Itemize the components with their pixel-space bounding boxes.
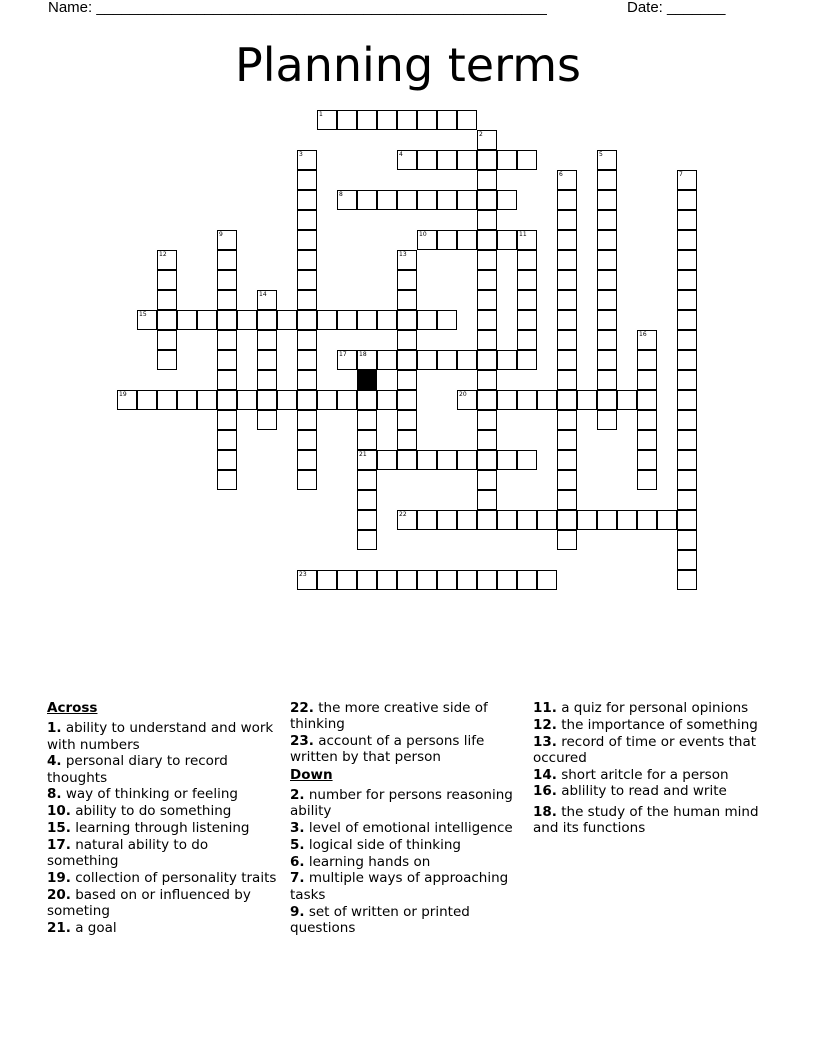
grid-cell[interactable] (217, 250, 237, 270)
grid-cell[interactable] (337, 110, 357, 130)
grid-cell[interactable] (597, 270, 617, 290)
grid-cell[interactable] (297, 170, 317, 190)
grid-cell[interactable] (297, 570, 317, 590)
grid-cell[interactable] (597, 190, 617, 210)
clue-down-16: 16. ablility to read and write (533, 783, 727, 800)
grid-cell[interactable] (597, 150, 617, 170)
grid-cell[interactable] (397, 290, 417, 310)
grid-cell[interactable] (637, 390, 657, 410)
grid-cell[interactable] (557, 230, 577, 250)
grid-cell[interactable] (377, 390, 397, 410)
grid-cell[interactable] (677, 530, 697, 550)
grid-cell[interactable] (517, 310, 537, 330)
grid-cell[interactable] (297, 390, 317, 410)
clue-down-6: 6. learning hands on (290, 853, 431, 870)
grid-cell[interactable] (677, 190, 697, 210)
grid-cell[interactable] (677, 370, 697, 390)
grid-cell[interactable] (217, 410, 237, 430)
grid-cell[interactable] (677, 210, 697, 230)
grid-cell[interactable] (357, 570, 377, 590)
grid-cell[interactable] (677, 410, 697, 430)
grid-cell[interactable] (457, 230, 477, 250)
grid-cell[interactable] (577, 510, 597, 530)
grid-cell[interactable] (497, 350, 517, 370)
grid-cell[interactable] (677, 290, 697, 310)
grid-cell[interactable] (337, 310, 357, 330)
grid-cell[interactable] (517, 250, 537, 270)
grid-cell[interactable] (477, 310, 497, 330)
clue-down-12: 12. the importance of something (533, 716, 758, 733)
clue-across-21: 21. a goal (47, 919, 117, 936)
grid-cell[interactable] (397, 370, 417, 390)
grid-cell[interactable] (157, 350, 177, 370)
grid-cell[interactable] (517, 510, 537, 530)
clue-number: 17 (339, 351, 347, 358)
grid-cell[interactable] (517, 330, 537, 350)
grid-cell[interactable] (417, 310, 437, 330)
grid-cell[interactable] (557, 450, 577, 470)
grid-cell[interactable] (137, 310, 157, 330)
grid-cell[interactable] (217, 310, 237, 330)
grid-cell[interactable] (437, 110, 457, 130)
grid-cell[interactable] (477, 450, 497, 470)
clue-number: 14 (259, 291, 267, 298)
grid-cell[interactable] (457, 150, 477, 170)
black-cell (357, 370, 377, 390)
grid-cell[interactable] (677, 230, 697, 250)
grid-cell[interactable] (597, 310, 617, 330)
grid-cell[interactable] (677, 570, 697, 590)
grid-cell[interactable] (157, 390, 177, 410)
clue-number: 4 (399, 151, 403, 158)
grid-cell[interactable] (497, 190, 517, 210)
grid-cell[interactable] (217, 290, 237, 310)
grid-cell[interactable] (597, 510, 617, 530)
grid-cell[interactable] (557, 270, 577, 290)
clue-down-13: 13. record of time or events that occured (533, 733, 757, 766)
grid-cell[interactable] (477, 330, 497, 350)
grid-cell[interactable] (357, 470, 377, 490)
grid-cell[interactable] (477, 350, 497, 370)
grid-cell[interactable] (157, 250, 177, 270)
grid-cell[interactable] (557, 210, 577, 230)
clue-column-3 (533, 700, 765, 837)
grid-cell[interactable] (297, 210, 317, 230)
grid-cell[interactable] (157, 270, 177, 290)
grid-cell[interactable] (297, 230, 317, 250)
grid-cell[interactable] (597, 170, 617, 190)
grid-cell[interactable] (197, 390, 217, 410)
clue-number: 13 (399, 251, 407, 258)
clue-across-22: 22. the more creative side of thinking (290, 700, 488, 733)
clue-number: 21 (359, 451, 367, 458)
grid-cell[interactable] (477, 150, 497, 170)
grid-cell[interactable] (597, 230, 617, 250)
grid-cell[interactable] (237, 390, 257, 410)
grid-cell[interactable] (417, 450, 437, 470)
grid-cell[interactable] (357, 490, 377, 510)
clue-number: 11 (519, 231, 527, 238)
clue-number: 8 (339, 191, 343, 198)
grid-cell[interactable] (477, 190, 497, 210)
grid-cell[interactable] (637, 370, 657, 390)
grid-cell[interactable] (217, 470, 237, 490)
clue-number: 10 (419, 231, 427, 238)
grid-cell[interactable] (397, 330, 417, 350)
grid-cell[interactable] (677, 270, 697, 290)
grid-cell[interactable] (517, 230, 537, 250)
clue-across-10: 10. ability to do something (47, 803, 232, 820)
grid-cell[interactable] (357, 410, 377, 430)
name-field-label: Name: ______________________________________________________ (48, 0, 547, 16)
grid-cell[interactable] (217, 390, 237, 410)
across-heading: Across (47, 700, 98, 716)
grid-cell[interactable] (117, 390, 137, 410)
grid-cell[interactable] (257, 370, 277, 390)
grid-cell[interactable] (537, 570, 557, 590)
grid-cell[interactable] (677, 170, 697, 190)
grid-cell[interactable] (457, 350, 477, 370)
grid-cell[interactable] (417, 570, 437, 590)
grid-cell[interactable] (497, 390, 517, 410)
clue-across-4: 4. personal diary to record thoughts (47, 753, 228, 786)
grid-cell[interactable] (377, 570, 397, 590)
grid-cell[interactable] (637, 450, 657, 470)
grid-cell[interactable] (357, 310, 377, 330)
clue-number: 12 (159, 251, 167, 258)
grid-cell[interactable] (617, 390, 637, 410)
grid-cell[interactable] (357, 390, 377, 410)
grid-cell[interactable] (597, 210, 617, 230)
grid-cell[interactable] (257, 390, 277, 410)
grid-cell[interactable] (477, 170, 497, 190)
grid-cell[interactable] (677, 250, 697, 270)
grid-cell[interactable] (257, 310, 277, 330)
grid-cell[interactable] (377, 450, 397, 470)
grid-cell[interactable] (297, 430, 317, 450)
grid-cell[interactable] (437, 350, 457, 370)
grid-cell[interactable] (217, 370, 237, 390)
grid-cell[interactable] (437, 570, 457, 590)
date-field-label: Date: _______ (627, 0, 726, 16)
grid-cell[interactable] (357, 430, 377, 450)
grid-cell[interactable] (597, 250, 617, 270)
grid-cell[interactable] (157, 310, 177, 330)
grid-cell[interactable] (517, 390, 537, 410)
grid-cell[interactable] (297, 310, 317, 330)
grid-cell[interactable] (457, 510, 477, 530)
grid-cell[interactable] (637, 510, 657, 530)
grid-cell[interactable] (457, 110, 477, 130)
grid-cell[interactable] (557, 410, 577, 430)
grid-cell[interactable] (417, 150, 437, 170)
grid-cell[interactable] (197, 310, 217, 330)
grid-cell[interactable] (477, 410, 497, 430)
grid-cell[interactable] (397, 110, 417, 130)
grid-cell[interactable] (217, 330, 237, 350)
grid-cell[interactable] (357, 110, 377, 130)
grid-cell[interactable] (417, 350, 437, 370)
grid-cell[interactable] (437, 510, 457, 530)
grid-cell[interactable] (557, 190, 577, 210)
down-heading: Down (290, 766, 333, 783)
grid-cell[interactable] (457, 390, 477, 410)
clue-down-11: 11. a quiz for personal opinions (533, 700, 749, 716)
grid-cell[interactable] (537, 390, 557, 410)
grid-cell[interactable] (437, 230, 457, 250)
clue-across-1: 1. ability to understand and work with numbers (47, 720, 274, 753)
grid-cell[interactable] (677, 330, 697, 350)
grid-cell[interactable] (457, 450, 477, 470)
clue-across-20: 20. based on or influenced by someting (47, 886, 251, 920)
grid-cell[interactable] (617, 510, 637, 530)
grid-cell[interactable] (397, 270, 417, 290)
grid-cell[interactable] (557, 390, 577, 410)
grid-cell[interactable] (417, 110, 437, 130)
grid-cell[interactable] (297, 450, 317, 470)
grid-cell[interactable] (597, 390, 617, 410)
grid-cell[interactable] (397, 510, 417, 530)
grid-cell[interactable] (337, 190, 357, 210)
grid-cell[interactable] (497, 150, 517, 170)
grid-cell[interactable] (357, 530, 377, 550)
clue-column-1 (47, 700, 279, 937)
grid-cell[interactable] (417, 190, 437, 210)
grid-cell[interactable] (397, 430, 417, 450)
grid-cell[interactable] (557, 470, 577, 490)
grid-cell[interactable] (357, 450, 377, 470)
grid-cell[interactable] (217, 270, 237, 290)
grid-cell[interactable] (317, 390, 337, 410)
grid-cell[interactable] (557, 350, 577, 370)
grid-cell[interactable] (557, 430, 577, 450)
clue-number: 7 (679, 171, 683, 178)
grid-cell[interactable] (477, 250, 497, 270)
grid-cell[interactable] (137, 390, 157, 410)
grid-cell[interactable] (477, 470, 497, 490)
clue-number: 9 (219, 231, 223, 238)
grid-cell[interactable] (497, 510, 517, 530)
grid-cell[interactable] (217, 230, 237, 250)
grid-cell[interactable] (377, 310, 397, 330)
grid-cell[interactable] (297, 290, 317, 310)
grid-cell[interactable] (477, 370, 497, 390)
grid-cell[interactable] (417, 230, 437, 250)
grid-cell[interactable] (317, 310, 337, 330)
grid-cell[interactable] (557, 510, 577, 530)
grid-cell[interactable] (557, 170, 577, 190)
grid-cell[interactable] (257, 330, 277, 350)
grid-cell[interactable] (177, 390, 197, 410)
grid-cell[interactable] (557, 330, 577, 350)
clue-number: 3 (299, 151, 303, 158)
clue-across-15: 15. learning through listening (47, 820, 250, 837)
grid-cell[interactable] (377, 190, 397, 210)
clue-down-5: 5. logical side of thinking (290, 836, 461, 853)
clue-down-3: 3. level of emotional intelligence (290, 820, 513, 837)
grid-cell[interactable] (517, 290, 537, 310)
grid-cell[interactable] (497, 230, 517, 250)
grid-cell[interactable] (657, 510, 677, 530)
clue-column-2 (290, 700, 522, 937)
page-title: Planning terms (235, 38, 581, 92)
grid-cell[interactable] (477, 130, 497, 150)
grid-cell[interactable] (397, 390, 417, 410)
grid-cell[interactable] (597, 330, 617, 350)
clue-across-8: 8. way of thinking or feeling (47, 786, 238, 803)
grid-cell[interactable] (677, 510, 697, 530)
grid-cell[interactable] (637, 470, 657, 490)
clue-number: 1 (319, 111, 323, 118)
grid-cell[interactable] (677, 550, 697, 570)
grid-cell[interactable] (597, 410, 617, 430)
grid-cell[interactable] (277, 310, 297, 330)
grid-cell[interactable] (217, 450, 237, 470)
grid-cell[interactable] (417, 510, 437, 530)
grid-cell[interactable] (357, 350, 377, 370)
grid-cell[interactable] (497, 570, 517, 590)
grid-cell[interactable] (397, 410, 417, 430)
grid-cell[interactable] (477, 490, 497, 510)
grid-cell[interactable] (557, 250, 577, 270)
clue-across-19: 19. collection of personality traits (47, 869, 277, 886)
grid-cell[interactable] (477, 390, 497, 410)
clue-number: 19 (119, 391, 127, 398)
clue-down-9: 9. set of written or printed questions (290, 903, 470, 936)
grid-cell[interactable] (297, 350, 317, 370)
clue-across-17: 17. natural ability to do something (47, 836, 209, 870)
grid-cell[interactable] (277, 390, 297, 410)
grid-cell[interactable] (517, 450, 537, 470)
grid-cell[interactable] (337, 570, 357, 590)
clue-number: 23 (299, 571, 307, 578)
grid-cell[interactable] (257, 350, 277, 370)
grid-cell[interactable] (517, 270, 537, 290)
grid-cell[interactable] (677, 450, 697, 470)
clue-number: 2 (479, 131, 483, 138)
grid-cell[interactable] (217, 430, 237, 450)
clue-number: 6 (559, 171, 563, 178)
grid-cell[interactable] (537, 510, 557, 530)
grid-cell[interactable] (517, 150, 537, 170)
grid-cell[interactable] (597, 290, 617, 310)
grid-cell[interactable] (297, 370, 317, 390)
clue-down-14: 14. short aritcle for a person (533, 766, 729, 783)
grid-cell[interactable] (257, 410, 277, 430)
grid-cell[interactable] (217, 350, 237, 370)
grid-cell[interactable] (457, 190, 477, 210)
grid-cell[interactable] (357, 190, 377, 210)
grid-cell[interactable] (397, 570, 417, 590)
grid-cell[interactable] (397, 250, 417, 270)
grid-cell[interactable] (477, 290, 497, 310)
grid-cell[interactable] (317, 570, 337, 590)
grid-cell[interactable] (517, 570, 537, 590)
grid-cell[interactable] (177, 310, 197, 330)
grid-cell[interactable] (637, 430, 657, 450)
grid-cell[interactable] (337, 390, 357, 410)
grid-cell[interactable] (677, 350, 697, 370)
grid-cell[interactable] (377, 110, 397, 130)
grid-cell[interactable] (557, 530, 577, 550)
grid-cell[interactable] (677, 310, 697, 330)
grid-cell[interactable] (637, 330, 657, 350)
grid-cell[interactable] (437, 310, 457, 330)
clue-down-7: 7. multiple ways of approaching tasks (290, 870, 509, 903)
grid-cell[interactable] (677, 470, 697, 490)
clue-number: 16 (639, 331, 647, 338)
grid-cell[interactable] (377, 350, 397, 370)
clue-number: 5 (599, 151, 603, 158)
grid-cell[interactable] (297, 410, 317, 430)
clue-across-23: 23. account of a persons life written by that person (290, 733, 485, 766)
grid-cell[interactable] (477, 430, 497, 450)
grid-cell[interactable] (157, 330, 177, 350)
grid-cell[interactable] (477, 270, 497, 290)
grid-cell[interactable] (457, 570, 477, 590)
grid-cell[interactable] (677, 390, 697, 410)
grid-cell[interactable] (337, 350, 357, 370)
grid-cell[interactable] (557, 310, 577, 330)
grid-cell[interactable] (297, 250, 317, 270)
grid-cell[interactable] (677, 430, 697, 450)
grid-cell[interactable] (477, 230, 497, 250)
grid-cell[interactable] (237, 310, 257, 330)
grid-cell[interactable] (297, 330, 317, 350)
clue-number: 15 (139, 311, 147, 318)
clue-number: 18 (359, 351, 367, 358)
clue-number: 22 (399, 511, 407, 518)
grid-cell[interactable] (397, 150, 417, 170)
grid-cell[interactable] (577, 390, 597, 410)
clue-number: 20 (459, 391, 467, 398)
grid-cell[interactable] (317, 110, 337, 130)
grid-cell[interactable] (497, 450, 517, 470)
grid-cell[interactable] (637, 350, 657, 370)
grid-cell[interactable] (397, 190, 417, 210)
grid-cell[interactable] (437, 150, 457, 170)
clue-down-2: 2. number for persons reasoning ability (290, 786, 513, 820)
grid-cell[interactable] (297, 190, 317, 210)
grid-cell[interactable] (157, 290, 177, 310)
grid-cell[interactable] (557, 370, 577, 390)
grid-cell[interactable] (437, 190, 457, 210)
grid-cell[interactable] (437, 450, 457, 470)
grid-cell[interactable] (477, 210, 497, 230)
grid-cell[interactable] (477, 510, 497, 530)
grid-cell[interactable] (397, 450, 417, 470)
grid-cell[interactable] (597, 350, 617, 370)
grid-cell[interactable] (297, 270, 317, 290)
clue-down-18: 18. the study of the human mind and its functions (533, 803, 759, 837)
grid-cell[interactable] (397, 310, 417, 330)
grid-cell[interactable] (477, 570, 497, 590)
grid-cell[interactable] (637, 410, 657, 430)
grid-cell[interactable] (517, 350, 537, 370)
grid-cell[interactable] (557, 290, 577, 310)
grid-cell[interactable] (297, 150, 317, 170)
grid-cell[interactable] (297, 470, 317, 490)
grid-cell[interactable] (357, 510, 377, 530)
grid-cell[interactable] (257, 290, 277, 310)
grid-cell[interactable] (677, 490, 697, 510)
grid-cell[interactable] (597, 370, 617, 390)
grid-cell[interactable] (397, 350, 417, 370)
grid-cell[interactable] (557, 490, 577, 510)
